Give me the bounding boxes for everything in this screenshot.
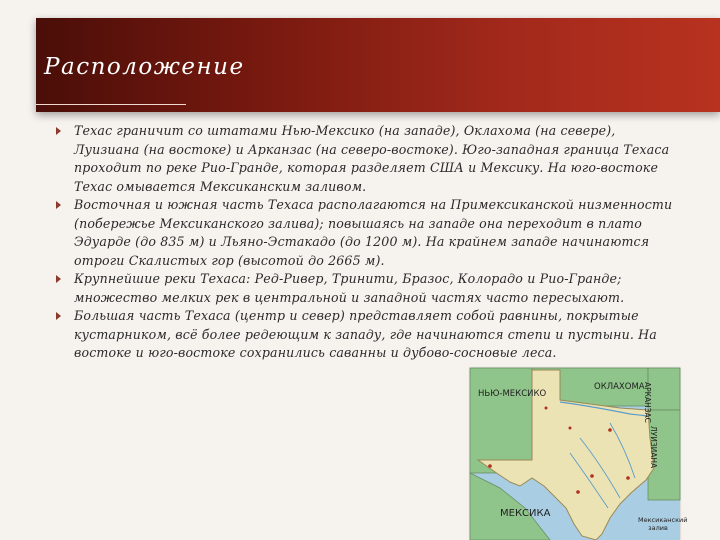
map-label-gulf: Мексиканский залив — [638, 516, 688, 532]
texas-map — [470, 368, 688, 540]
bullet-arrow-icon — [56, 201, 61, 209]
bullet-text: Крупнейшие реки Техаса: Ред-Ривер, Тринити, Бразос, Колорадо и Рио-Гранде; множество мелких рек в центральной и западной частях часто пересыхают. — [74, 271, 625, 305]
map-label-arkansas: АРКАНЗАС — [643, 382, 652, 423]
city-dot — [488, 464, 492, 468]
bullet-text: Большая часть Техаса (центр и север) представляет собой равнины, покрытые кустарником, всё более редеющим к западу, где начинаются степи и пустыни. На востоке и юго-востоке сохранились саванны и дубово-сосновые леса. — [74, 308, 657, 360]
bullet-arrow-icon — [56, 312, 61, 320]
arkansas-region — [648, 368, 680, 410]
bullet-item — [56, 122, 680, 196]
city-dot — [608, 428, 612, 432]
map-label-oklahoma: ОКЛАХОМА — [594, 382, 645, 392]
bullet-list — [56, 122, 680, 363]
bullet-text: Техас граничит со штатами Нью-Мексико (на западе), Оклахома (на севере), Луизиана (на востоке) и Арканзас (на северо-востоке). Юго-западная граница Техаса проходит по реке Рио-Гранде, которая разделяет США и Мексику. На юго-востоке Техас омывается Мексиканским заливом. — [74, 123, 670, 194]
map-label-new-mexico: НЬЮ-МЕКСИКО — [478, 389, 547, 399]
bullet-arrow-icon — [56, 275, 61, 283]
city-dot — [576, 490, 580, 494]
map-label-louisiana: ЛУИЗИАНА — [649, 426, 658, 469]
city-dot — [590, 474, 594, 478]
city-dot — [626, 476, 630, 480]
bullet-text: Восточная и южная часть Техаса располагаются на Примексиканской низменности (побережье Мексиканского залива); повышаясь на западе она переходит в плато Эдуарде (до 835 м) и Льяно-Эстакадо (до 1200 м). На крайнем западе начинаются отроги Скалистых гор (высотой до 2665 м). — [74, 197, 673, 268]
bullet-item — [56, 270, 680, 307]
map-label-mexico: МЕКСИКА — [500, 508, 551, 519]
mexico-region — [470, 473, 550, 540]
title-underline — [36, 104, 186, 105]
bullet-item — [56, 196, 680, 270]
bullet-item — [56, 307, 680, 363]
slide-title: Расположение — [44, 54, 245, 80]
city-dot — [569, 427, 572, 430]
new-mexico-region — [470, 368, 532, 473]
bullet-arrow-icon — [56, 127, 61, 135]
city-dot — [545, 407, 548, 410]
